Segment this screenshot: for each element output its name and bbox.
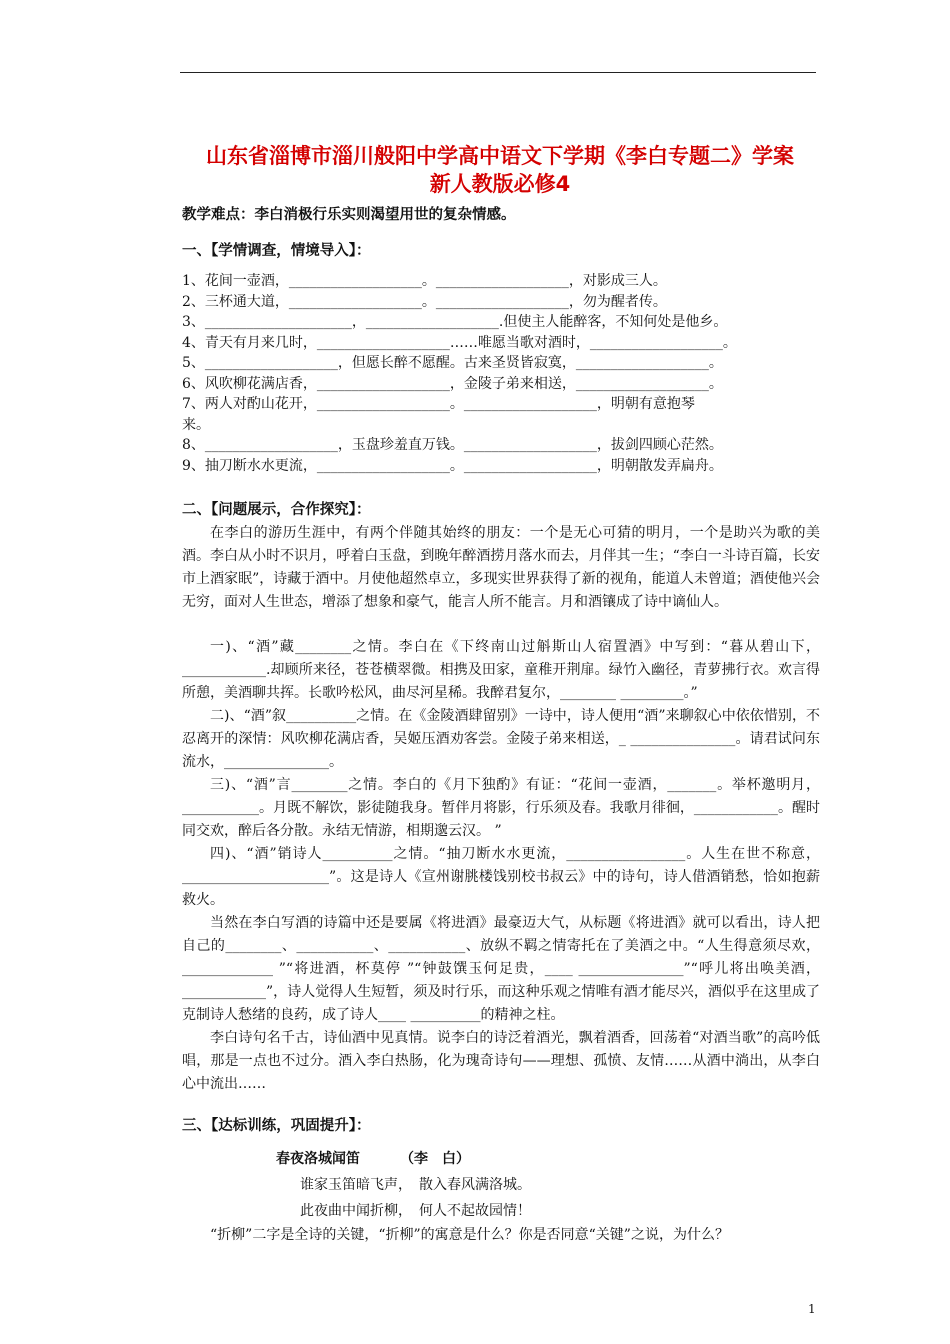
list-item: 4、青天有月来几时，___________________……唯愿当歌对酒时，___________________。 <box>182 334 737 351</box>
list-item: 6、风吹柳花满店香，___________________，金陵子弟来相送，___________________。 <box>182 375 723 392</box>
subsection-3: 三)、“酒”言________之情。李白的《月下独酌》有证：“花间一壶酒，_______。举杯邀明月，___________。月既不解饮，影徒随我身。暂伴月将影，行乐须及春。我歌月徘徊，____________。醒时同交欢，醉后各分散。永结无情游，相期邈云汉。 ” <box>182 777 820 839</box>
list-item: 来。 <box>182 416 210 433</box>
poem-line: 谁家玉笛暗飞声， 散入春风满洛城。 <box>300 1177 531 1193</box>
subsection-6: 李白诗句名千古，诗仙酒中见真情。说李白的诗泛着酒光，飘着酒香，回荡着“对酒当歌”的高吟低唱，那是一点也不过分。酒入李白热肠，化为瑰奇诗句——理想、孤愤、友情……从酒中淌出，从李白心中流出…… <box>182 1030 820 1092</box>
subsection-4: 四)、“酒”销诗人__________之情。“抽刀断水水更流，_________________。人生在世不称意，_____________________”。这是诗人《宣州谢朓楼饯别校书叔云》中的诗句，诗人借酒销愁，恰如抱薪救火。 <box>182 846 820 908</box>
poem-author: （李 白） <box>400 1151 470 1167</box>
document-body <box>182 203 820 1247</box>
list-item: 5、___________________，但愿长醉不愿醒。古来圣贤皆寂寞，___________________。 <box>182 355 723 371</box>
list-item: 2、三杯通大道，___________________。___________________，勿为醒者传。 <box>182 293 667 310</box>
list-item: 1、花间一壶酒，___________________。___________________，对影成三人。 <box>182 273 667 289</box>
section2-heading: 二、【问题展示，合作探究】： <box>182 502 371 518</box>
page-number: 1 <box>808 1302 816 1316</box>
subsection-1: 一)、“酒”藏________之情。李白在《下终南山过斛斯山人宿置酒》中写到：“暮从碧山下，____________.却顾所来径，苍苍横翠微。相携及田家，童稚开荆扉。绿竹入幽径，青萝拂行衣。欢言得所憩，美酒聊共挥。长歌吟松风，曲尽河星稀。我醉君复尔，________ _________。” <box>182 639 820 701</box>
fill-blank-list <box>182 271 820 476</box>
list-item: 9、抽刀断水水更流，___________________。___________________，明朝散发弄扁舟。 <box>182 457 723 474</box>
teaching-difficulty: 教学难点：李白消极行乐实则渴望用世的复杂情感。 <box>182 207 516 223</box>
list-item: 7、两人对酌山花开，___________________。___________________，明朝有意抱琴 <box>182 396 695 412</box>
section1-heading: 一、【学情调查，情境导入】： <box>182 243 371 259</box>
poem-name: 春夜洛城闻笛 <box>276 1151 360 1167</box>
section2-intro: 在李白的游历生涯中，有两个伴随其始终的朋友：一个是无心可猜的明月，一个是助兴为歌的美酒。李白从小时不识月，呼着白玉盘，到晚年醉酒捞月落水而去，月伴其一生；“李白一斗诗百篇，长安市上酒家眠”，诗藏于酒中。月使他超然卓立，多现实世界获得了新的视角，能道人未曾道；酒使他兴会无穷，面对人生世态，增添了想象和豪气，能言人所不能言。月和酒镶成了诗中谪仙人。 <box>182 525 820 610</box>
list-item: 3、_____________________，___________________.但使主人能醉客，不知何处是他乡。 <box>182 314 728 330</box>
exercise-question: “折柳”二字是全诗的关键，“折柳”的寓意是什么？你是否同意“关键”之说，为什么？ <box>210 1227 729 1243</box>
poem-line: 此夜曲中闻折柳， 何人不起故园情！ <box>300 1203 531 1219</box>
subsection-5: 当然在李白写酒的诗篇中还是要属《将进酒》最豪迈大气，从标题《将进酒》就可以看出，诗人把自己的________、___________、___________、放纵不羁之情寄托在了美酒之中。“人生得意须尽欢，_____________ ”“将进酒，杯莫停 ”“钟鼓馔玉何足贵，____ _______________”“呼儿将出唤美酒，____________”，诗人觉得人生短暂，须及时行乐，而这种乐观之情唯有酒才能尽兴，酒似乎在这里成了克制诗人愁绪的良药，成了诗人____ __________的精神之柱。 <box>182 915 820 1023</box>
document-title-line2: 新人教版必修4 <box>429 172 571 196</box>
poem-title <box>182 1146 820 1172</box>
section3-heading: 三、【达标训练，巩固提升】： <box>182 1118 371 1134</box>
document-title-line1: 山东省淄博市淄川般阳中学高中语文下学期《李白专题二》学案 <box>206 144 794 168</box>
list-item: 8、___________________，玉盘珍羞直万钱。___________________，拔剑四顾心茫然。 <box>182 437 723 453</box>
subsection-2: 二)、“酒”叙__________之情。在《金陵酒肆留别》一诗中，诗人便用“酒”来聊叙心中依依惜别，不忍离开的深情：风吹柳花满店香，吴姬压酒劝客尝。金陵子弟来相送，_ _______________。请君试问东流水，_______________。 <box>182 708 820 770</box>
header-rule <box>180 72 816 73</box>
